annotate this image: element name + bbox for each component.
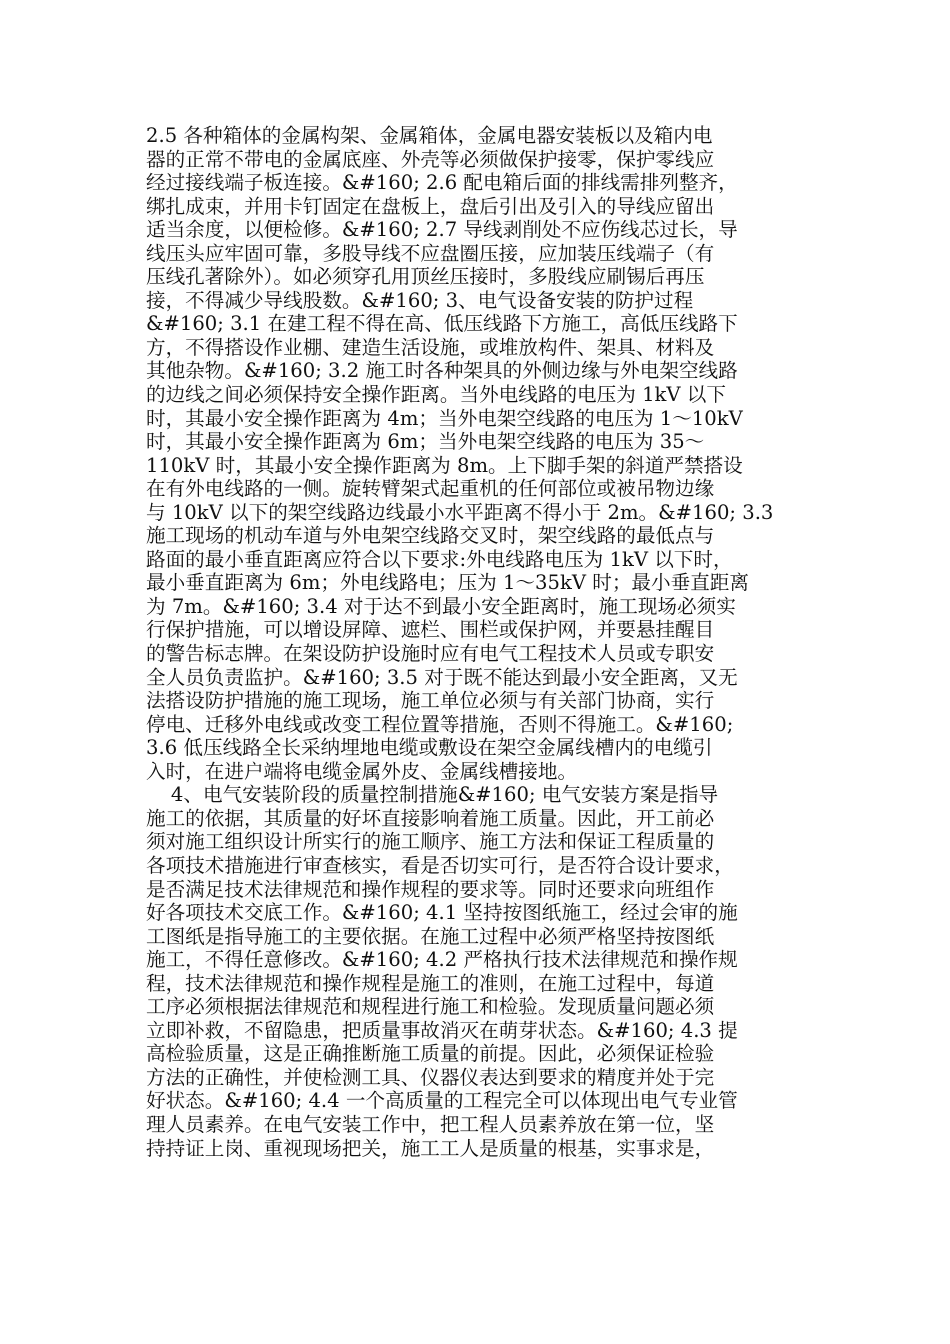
- text-line: 在有外电线路的一侧。旋转臂架式起重机的任何部位或被吊物边缘: [146, 477, 715, 501]
- text-line: 高检验质量，这是正确推断施工质量的前提。因此，必须保证检验: [146, 1042, 715, 1066]
- text-line: 其他杂物。&#160; 3.2 施工时各种架具的外侧边缘与外电架空线路: [146, 359, 738, 383]
- text-line: 方，不得搭设作业棚、建造生活设施，或堆放构件、架具、材料及: [146, 335, 715, 359]
- text-line: 好各项技术交底工作。&#160; 4.1 坚持按图纸施工，经过会审的施: [146, 901, 738, 925]
- body-text: [146, 124, 818, 1160]
- text-line: 时，其最小安全操作距离为 6m；当外电架空线路的电压为 35～: [146, 430, 705, 454]
- text-line: 110kV 时，其最小安全操作距离为 8m。上下脚手架的斜道严禁搭设: [146, 453, 743, 477]
- text-line: 程，技术法律规范和操作规程是施工的准则，在施工过程中，每道: [146, 971, 715, 995]
- text-line: &#160; 3.1 在建工程不得在高、低压线路下方施工，高低压线路下: [146, 312, 738, 336]
- text-line: 入时，在进户端将电缆金属外皮、金属线槽接地。: [146, 759, 578, 783]
- text-line: 线压头应牢固可靠，多股导线不应盘圈压接，应加装压线端子（有: [146, 241, 715, 265]
- text-line: 的警告标志牌。在架设防护设施时应有电气工程技术人员或专职安: [146, 642, 715, 666]
- text-line: 路面的最小垂直距离应符合以下要求:外电线路电压为 1kV 以下时，: [146, 547, 733, 571]
- text-line: 器的正常不带电的金属底座、外壳等必须做保护接零，保护零线应: [146, 147, 715, 171]
- text-line: 持持证上岗、重视现场把关，施工工人是质量的根基，实事求是，: [146, 1136, 715, 1160]
- text-line: 4、电气安装阶段的质量控制措施&#160; 电气安装方案是指导: [146, 783, 719, 807]
- text-line: 最小垂直距离为 6m；外电线路电；压为 1～35kV 时；最小垂直距离: [146, 571, 749, 595]
- text-line: 为 7m。&#160; 3.4 对于达不到最小安全距离时，施工现场必须实: [146, 594, 736, 618]
- text-line: 3.6 低压线路全长采纳埋地电缆或敷设在架空金属线槽内的电缆引: [146, 736, 713, 760]
- text-line: 与 10kV 以下的架空线路边线最小水平距离不得小于 2m。&#160; 3.3: [146, 500, 774, 524]
- text-line: 压线孔著除外）。如必须穿孔用顶丝压接时，多股线应刷锡后再压: [146, 265, 705, 289]
- text-line: 施工现场的机动车道与外电架空线路交叉时，架空线路的最低点与: [146, 524, 715, 548]
- text-line: 适当余度，以便检修。&#160; 2.7 导线剥削处不应伤线芯过长，导: [146, 218, 738, 242]
- text-line: 行保护措施，可以增设屏障、遮栏、围栏或保护网，并要悬挂醒目: [146, 618, 715, 642]
- text-line: 工序必须根据法律规范和规程进行施工和检验。发现质量问题必须: [146, 995, 715, 1019]
- text-line: 施工的依据，其质量的好坏直接影响着施工质量。因此，开工前必: [146, 806, 715, 830]
- text-line: 法搭设防护措施的施工现场，施工单位必须与有关部门协商，实行: [146, 689, 715, 713]
- text-line: 理人员素养。在电气安装工作中，把工程人员素养放在第一位，坚: [146, 1112, 715, 1136]
- text-line: 各项技术措施进行审查核实，看是否切实可行，是否符合设计要求，: [146, 853, 734, 877]
- text-line: 绑扎成束，并用卡钉固定在盘板上，盘后引出及引入的导线应留出: [146, 194, 715, 218]
- text-line: 须对施工组织设计所实行的施工顺序、施工方法和保证工程质量的: [146, 830, 715, 854]
- text-line: 经过接线端子板连接。&#160; 2.6 配电箱后面的排线需排列整齐，: [146, 171, 738, 195]
- text-line: 立即补救，不留隐患，把质量事故消灭在萌芽状态。&#160; 4.3 提: [146, 1018, 738, 1042]
- text-line: 的边线之间必须保持安全操作距离。当外电线路的电压为 1kV 以下: [146, 383, 726, 407]
- text-line: 2.5 各种箱体的金属构架、金属箱体，金属电器安装板以及箱内电: [146, 124, 713, 147]
- text-line: 好状态。&#160; 4.4 一个高质量的工程完全可以体现出电气专业管: [146, 1089, 738, 1113]
- text-line: 时，其最小安全操作距离为 4m；当外电架空线路的电压为 1～10kV: [146, 406, 743, 430]
- text-line: 接，不得减少导线股数。&#160; 3、电气设备安装的防护过程: [146, 288, 694, 312]
- text-line: 方法的正确性，并使检测工具、仪器仪表达到要求的精度并处于完: [146, 1065, 715, 1089]
- text-line: 工图纸是指导施工的主要依据。在施工过程中必须严格坚持按图纸: [146, 924, 715, 948]
- text-line: 全人员负责监护。&#160; 3.5 对于既不能达到最小安全距离，又无: [146, 665, 738, 689]
- text-line: 停电、迁移外电线或改变工程位置等措施，否则不得施工。&#160;: [146, 712, 734, 736]
- text-line: 施工，不得任意修改。&#160; 4.2 严格执行技术法律规范和操作规: [146, 948, 738, 972]
- text-line: 是否满足技术法律规范和操作规程的要求等。同时还要求向班组作: [146, 877, 715, 901]
